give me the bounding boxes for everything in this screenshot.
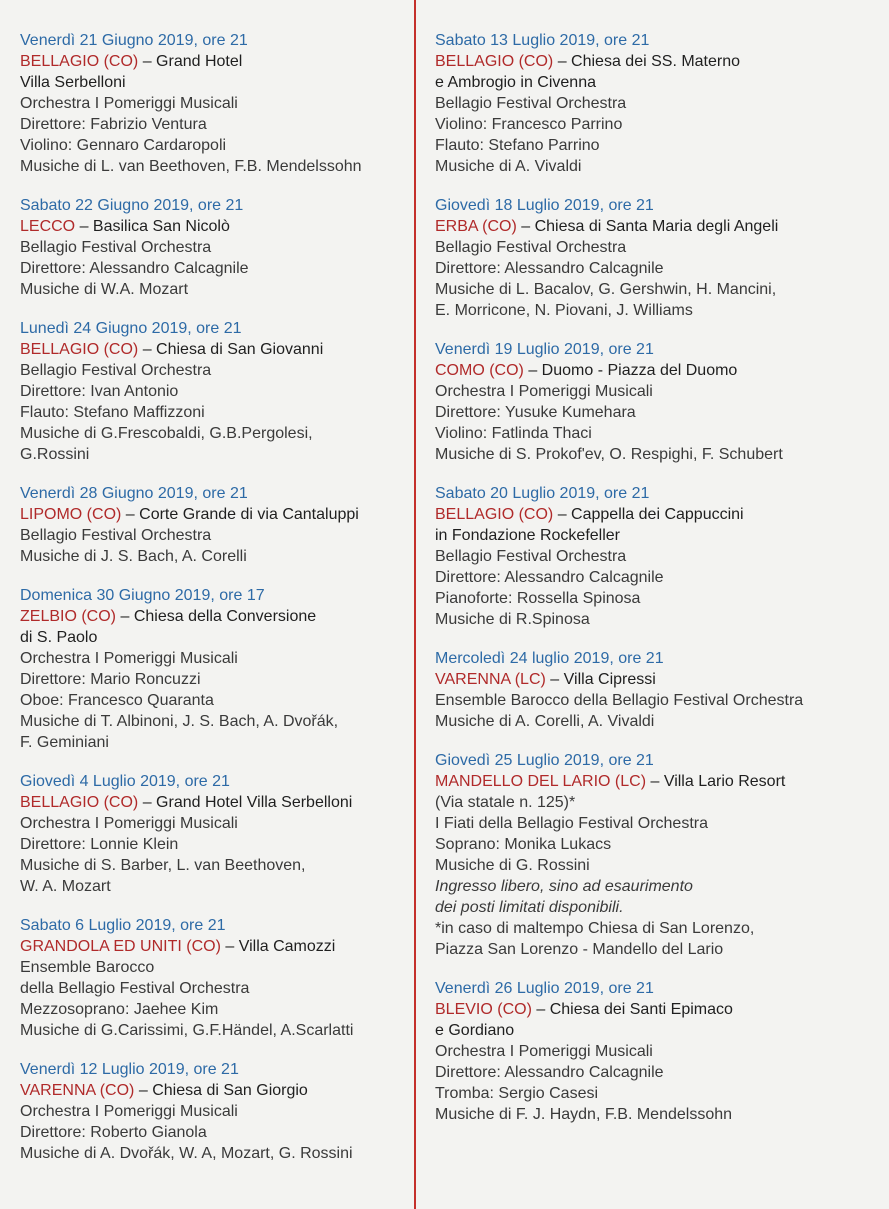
event-date: Mercoledì 24 luglio 2019, ore 21 (435, 650, 664, 667)
event-detail-line: Direttore: Alessandro Calcagnile (20, 260, 249, 277)
event-venue: Cappella dei Cappuccini (571, 506, 744, 523)
event-detail-line: Musiche di S. Prokof'ev, O. Respighi, F. Schubert (435, 446, 783, 463)
left-column (20, 30, 408, 1182)
event-venue: Duomo - Piazza del Duomo (541, 362, 738, 379)
event-title (435, 360, 880, 381)
event-admission-note: dei posti limitati disponibili. (435, 899, 624, 916)
event-location: BLEVIO (CO) (435, 1001, 532, 1018)
title-separator: – (516, 218, 535, 235)
title-separator: – (220, 938, 239, 955)
event-date: Lunedì 24 Giugno 2019, ore 21 (20, 320, 242, 337)
event-detail-line: Orchestra I Pomeriggi Musicali (20, 650, 238, 667)
event-venue-continued: di S. Paolo (20, 629, 98, 646)
event-entry (20, 318, 408, 465)
event-detail-line: Musiche di A. Vivaldi (435, 158, 582, 175)
event-title (20, 792, 408, 813)
event-entry (20, 483, 408, 567)
event-detail-line: Bellagio Festival Orchestra (20, 527, 212, 544)
event-detail-line: E. Morricone, N. Piovani, J. Williams (435, 302, 693, 319)
event-detail-line: Tromba: Sergio Casesi (435, 1085, 599, 1102)
event-detail-line: Violino: Francesco Parrino (435, 116, 623, 133)
event-detail-line: Musiche di W.A. Mozart (20, 281, 189, 298)
event-location: COMO (CO) (435, 362, 524, 379)
event-detail-line: Musiche di J. S. Bach, A. Corelli (20, 548, 247, 565)
title-separator: – (553, 53, 572, 70)
event-detail-line: Direttore: Alessandro Calcagnile (435, 1064, 664, 1081)
event-detail-line: Soprano: Monika Lukacs (435, 836, 612, 853)
event-detail-line: Bellagio Festival Orchestra (435, 548, 627, 565)
event-detail-line: Ensemble Barocco (20, 959, 155, 976)
event-title (435, 999, 880, 1020)
event-date: Giovedì 18 Luglio 2019, ore 21 (435, 197, 654, 214)
event-detail-line: Direttore: Lonnie Klein (20, 836, 179, 853)
event-detail-line: Musiche di L. van Beethoven, F.B. Mendelssohn (20, 158, 362, 175)
event-detail-line: Violino: Fatlinda Thaci (435, 425, 592, 442)
event-title (20, 606, 408, 627)
event-date: Sabato 20 Luglio 2019, ore 21 (435, 485, 650, 502)
event-detail-line: Bellagio Festival Orchestra (435, 239, 627, 256)
event-date: Sabato 6 Luglio 2019, ore 21 (20, 917, 226, 934)
event-detail-line: Orchestra I Pomeriggi Musicali (435, 383, 653, 400)
event-admission-note: Ingresso libero, sino ad esaurimento (435, 878, 693, 895)
event-date: Giovedì 4 Luglio 2019, ore 21 (20, 773, 230, 790)
title-separator: – (553, 506, 572, 523)
event-title (20, 936, 408, 957)
title-separator: – (523, 362, 542, 379)
event-venue: Chiesa dei SS. Materno (571, 53, 741, 70)
event-venue: Grand Hotel Villa Serbelloni (156, 794, 353, 811)
event-title (20, 504, 408, 525)
event-detail-line: Direttore: Mario Roncuzzi (20, 671, 201, 688)
title-separator: – (646, 773, 664, 790)
event-date: Sabato 13 Luglio 2019, ore 21 (435, 32, 650, 49)
event-entry (20, 585, 408, 753)
event-location: VARENNA (LC) (435, 671, 546, 688)
event-venue-continued: in Fondazione Rockefeller (435, 527, 620, 544)
column-divider (414, 0, 416, 1209)
event-detail-line: F. Geminiani (20, 734, 109, 751)
event-entry (20, 771, 408, 897)
event-detail-line: W. A. Mozart (20, 878, 111, 895)
event-venue: Chiesa di San Giorgio (152, 1082, 308, 1099)
event-detail-line: Musiche di F. J. Haydn, F.B. Mendelssohn (435, 1106, 733, 1123)
event-date: Giovedì 25 Luglio 2019, ore 21 (435, 752, 654, 769)
event-detail-line: Musiche di T. Albinoni, J. S. Bach, A. Dvořák, (20, 713, 339, 730)
event-detail-line: Direttore: Fabrizio Ventura (20, 116, 207, 133)
title-separator: – (75, 218, 93, 235)
event-venue: Grand Hotel (156, 53, 243, 70)
event-venue-continued: e Ambrogio in Civenna (435, 74, 596, 91)
event-detail-line: Oboe: Francesco Quaranta (20, 692, 214, 709)
event-entry (435, 30, 880, 177)
event-detail-line: I Fiati della Bellagio Festival Orchestra (435, 815, 708, 832)
event-detail-line: Orchestra I Pomeriggi Musicali (20, 1103, 238, 1120)
event-detail-line: G.Rossini (20, 446, 90, 463)
title-separator: – (545, 671, 564, 688)
event-location: LECCO (20, 218, 76, 235)
event-location: BELLAGIO (CO) (20, 794, 139, 811)
event-detail-line: Flauto: Stefano Parrino (435, 137, 600, 154)
event-detail-line: Musiche di S. Barber, L. van Beethoven, (20, 857, 306, 874)
event-detail-line: Direttore: Roberto Gianola (20, 1124, 207, 1141)
event-entry (435, 483, 880, 630)
event-detail-line: Bellagio Festival Orchestra (20, 362, 212, 379)
event-location: LIPOMO (CO) (20, 506, 122, 523)
event-detail-line: Direttore: Ivan Antonio (20, 383, 179, 400)
event-detail-line: Musiche di L. Bacalov, G. Gershwin, H. Mancini, (435, 281, 777, 298)
event-title (20, 216, 408, 237)
event-entry (435, 648, 880, 732)
event-detail-line: Orchestra I Pomeriggi Musicali (20, 95, 238, 112)
right-column (435, 30, 880, 1143)
event-date: Sabato 22 Giugno 2019, ore 21 (20, 197, 244, 214)
event-entry (20, 915, 408, 1041)
event-location: BELLAGIO (CO) (20, 341, 139, 358)
event-location: ZELBIO (CO) (20, 608, 117, 625)
event-location: BELLAGIO (CO) (20, 53, 139, 70)
event-detail-line: Musiche di A. Dvořák, W. A, Mozart, G. Rossini (20, 1145, 353, 1162)
event-detail-line: Violino: Gennaro Cardaropoli (20, 137, 227, 154)
event-title (435, 216, 880, 237)
event-venue: Chiesa di Santa Maria degli Angeli (534, 218, 779, 235)
event-location: VARENNA (CO) (20, 1082, 135, 1099)
event-detail-line: Mezzosoprano: Jaehee Kim (20, 1001, 219, 1018)
event-date: Domenica 30 Giugno 2019, ore 17 (20, 587, 265, 604)
event-title (435, 504, 880, 525)
event-entry (20, 1059, 408, 1164)
event-detail-line: Musiche di G.Frescobaldi, G.B.Pergolesi, (20, 425, 313, 442)
event-venue: Corte Grande di via Cantaluppi (139, 506, 359, 523)
event-title (20, 51, 408, 72)
event-entry (435, 978, 880, 1125)
event-detail-line: Direttore: Yusuke Kumehara (435, 404, 636, 421)
event-location: BELLAGIO (CO) (435, 506, 554, 523)
event-detail-line: Pianoforte: Rossella Spinosa (435, 590, 641, 607)
title-separator: – (531, 1001, 550, 1018)
event-weather-note: Piazza San Lorenzo - Mandello del Lario (435, 941, 724, 958)
title-separator: – (116, 608, 134, 625)
event-entry (20, 30, 408, 177)
event-date: Venerdì 26 Luglio 2019, ore 21 (435, 980, 654, 997)
event-venue: Villa Lario Resort (663, 773, 786, 790)
event-detail-line: (Via statale n. 125)* (435, 794, 576, 811)
event-detail-line: della Bellagio Festival Orchestra (20, 980, 250, 997)
event-detail-line: Direttore: Alessandro Calcagnile (435, 569, 664, 586)
event-location: MANDELLO DEL LARIO (LC) (435, 773, 647, 790)
event-venue: Villa Cipressi (563, 671, 656, 688)
event-venue-continued: Villa Serbelloni (20, 74, 126, 91)
event-title (20, 1080, 408, 1101)
event-location: ERBA (CO) (435, 218, 517, 235)
title-separator: – (138, 341, 157, 358)
event-date: Venerdì 19 Luglio 2019, ore 21 (435, 341, 654, 358)
event-detail-line: Musiche di G.Carissimi, G.F.Händel, A.Scarlatti (20, 1022, 354, 1039)
event-entry (20, 195, 408, 300)
event-venue: Chiesa di San Giovanni (156, 341, 324, 358)
event-entry (435, 339, 880, 465)
event-date: Venerdì 12 Luglio 2019, ore 21 (20, 1061, 239, 1078)
event-date: Venerdì 21 Giugno 2019, ore 21 (20, 32, 248, 49)
event-detail-line: Orchestra I Pomeriggi Musicali (20, 815, 238, 832)
event-venue: Chiesa della Conversione (133, 608, 317, 625)
event-venue-continued: e Gordiano (435, 1022, 515, 1039)
event-detail-line: Musiche di G. Rossini (435, 857, 590, 874)
event-location: BELLAGIO (CO) (435, 53, 554, 70)
title-separator: – (134, 1082, 153, 1099)
event-location: GRANDOLA ED UNITI (CO) (20, 938, 221, 955)
event-date: Venerdì 28 Giugno 2019, ore 21 (20, 485, 248, 502)
event-venue: Basilica San Nicolò (92, 218, 230, 235)
event-entry (435, 750, 880, 960)
event-title (435, 51, 880, 72)
event-detail-line: Musiche di A. Corelli, A. Vivaldi (435, 713, 655, 730)
event-title (20, 339, 408, 360)
event-title (435, 669, 880, 690)
event-entry (435, 195, 880, 321)
event-detail-line: Bellagio Festival Orchestra (20, 239, 212, 256)
title-separator: – (138, 53, 157, 70)
title-separator: – (138, 794, 157, 811)
event-venue: Villa Camozzi (238, 938, 336, 955)
event-detail-line: Flauto: Stefano Maffizzoni (20, 404, 205, 421)
event-detail-line: Musiche di R.Spinosa (435, 611, 590, 628)
event-detail-line: Bellagio Festival Orchestra (435, 95, 627, 112)
event-title (435, 771, 880, 792)
event-venue: Chiesa dei Santi Epimaco (549, 1001, 733, 1018)
event-detail-line: Orchestra I Pomeriggi Musicali (435, 1043, 653, 1060)
event-weather-note: *in caso di maltempo Chiesa di San Lorenzo, (435, 920, 755, 937)
event-detail-line: Ensemble Barocco della Bellagio Festival Orchestra (435, 692, 804, 709)
title-separator: – (121, 506, 140, 523)
event-detail-line: Direttore: Alessandro Calcagnile (435, 260, 664, 277)
